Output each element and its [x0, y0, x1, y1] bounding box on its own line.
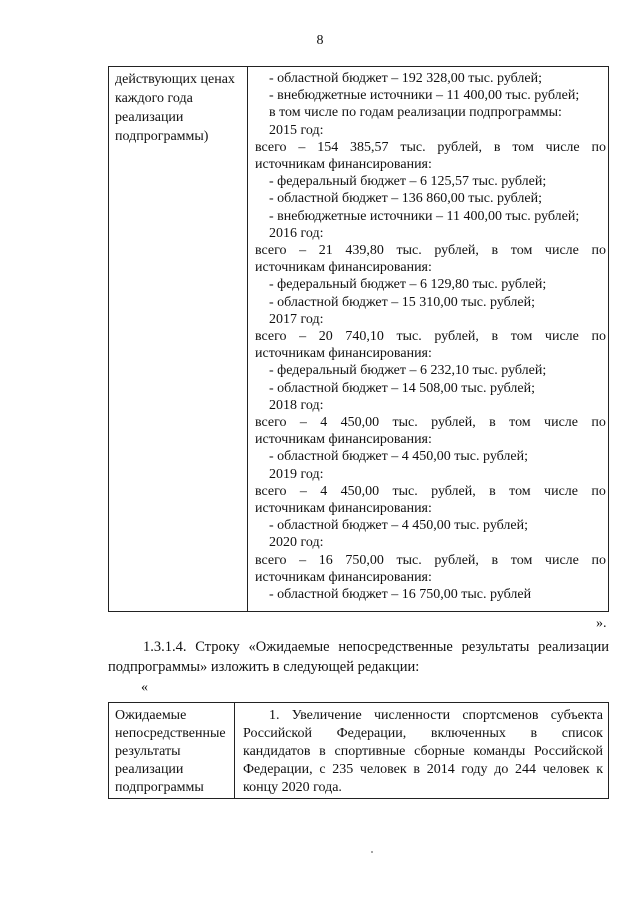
word: 450,00: [340, 483, 380, 499]
word: в: [493, 139, 501, 155]
word: в: [489, 415, 496, 431]
funding-line: источникам финансирования:: [255, 260, 432, 276]
word: спортивные: [334, 744, 406, 759]
funding-line: [255, 242, 606, 259]
funding-line: 2017 год:: [269, 311, 324, 327]
funding-line: - областной бюджет – 15 310,00 тыс. рублей;: [269, 294, 535, 310]
scan-speck: [371, 851, 373, 853]
left-cell-line: реализации: [115, 110, 184, 125]
word: всего: [255, 243, 287, 259]
word: всего: [255, 552, 287, 568]
funding-line: - областной бюджет – 4 450,00 тыс. рублей;: [269, 449, 528, 465]
word: в: [489, 483, 496, 499]
word: числе: [544, 329, 579, 345]
column-divider: [247, 67, 248, 611]
word: всего: [255, 139, 287, 155]
amendment-paragraph: [108, 637, 609, 677]
word: числе: [544, 552, 579, 568]
word: по: [591, 139, 606, 155]
word: в: [413, 762, 421, 777]
word: –: [299, 552, 307, 568]
word: тыс.: [396, 552, 422, 568]
funding-line: - областной бюджет – 4 450,00 тыс. рублей;: [269, 518, 528, 534]
word: Строку: [195, 639, 240, 655]
left-cell-line: каждого года: [115, 91, 193, 106]
funding-line: [255, 483, 606, 500]
word: непосредственные: [338, 639, 453, 655]
word: том: [509, 483, 531, 499]
result-line: [243, 761, 603, 779]
word: 750,00: [345, 552, 384, 568]
word: спортсменов: [462, 708, 539, 723]
funding-line: источникам финансирования:: [255, 346, 432, 362]
left-cell-line: результаты: [115, 744, 181, 759]
word: Федерации,: [243, 762, 313, 777]
word: том: [512, 139, 534, 155]
word: 4: [320, 415, 328, 431]
word: 450,00: [340, 415, 380, 431]
word: тыс.: [392, 483, 418, 499]
word: числе: [545, 139, 580, 155]
word: Федерации,: [336, 726, 407, 741]
funding-line: источникам финансирования:: [255, 432, 432, 448]
left-cell-line: подпрограммы: [115, 780, 204, 795]
paragraph-line-1: [108, 637, 609, 657]
word: –: [299, 415, 307, 431]
word: том: [510, 552, 533, 568]
word: «Ожидаемые: [248, 639, 330, 655]
word: тыс.: [396, 329, 422, 345]
word: году: [461, 762, 488, 777]
result-line: [243, 707, 603, 725]
word: 1.3.1.4.: [143, 639, 187, 655]
word: том: [509, 415, 531, 431]
left-cell-line: подпрограммы): [115, 129, 209, 144]
word: человек: [542, 762, 590, 777]
word: включенных: [430, 726, 506, 741]
funding-line: в том числе по годам реализации подпрограммы:: [269, 105, 562, 121]
funding-table: [108, 66, 609, 612]
word: числе: [544, 415, 578, 431]
funding-line: - внебюджетные источники – 11 400,00 тыс. рублей;: [269, 88, 580, 104]
funding-line: источникам финансирования:: [255, 501, 432, 517]
word: по: [591, 329, 606, 345]
word: по: [591, 415, 606, 431]
word: всего: [255, 415, 287, 431]
word: 235: [332, 762, 354, 777]
word: том: [510, 243, 533, 259]
word: 4: [320, 483, 328, 499]
funding-line: 2018 год:: [269, 397, 324, 413]
word: Увеличение: [291, 708, 362, 723]
funding-line: - областной бюджет – 16 750,00 тыс. рублей: [269, 587, 532, 603]
result-line: [243, 725, 603, 743]
word: тыс.: [400, 139, 426, 155]
word: 439,80: [345, 243, 384, 259]
left-cell-line: реализации: [115, 762, 184, 777]
funding-line: [255, 139, 606, 156]
paragraph-line-2: подпрограммы» изложить в следующей редакции:: [108, 659, 420, 675]
word: результаты: [461, 639, 530, 655]
word: Российской: [533, 744, 603, 759]
funding-line: источникам финансирования:: [255, 157, 432, 173]
word: всего: [255, 483, 287, 499]
word: рублей,: [434, 243, 479, 259]
word: 154: [317, 139, 339, 155]
funding-line: - федеральный бюджет – 6 125,57 тыс. рублей;: [269, 174, 547, 190]
funding-line: - областной бюджет – 192 328,00 тыс. рублей;: [269, 71, 542, 86]
funding-line: 2019 год:: [269, 466, 324, 482]
word: с: [319, 762, 326, 777]
word: 740,10: [345, 329, 384, 345]
results-table: [108, 702, 609, 799]
funding-table-left-cell: [115, 70, 245, 146]
funding-line: - областной бюджет – 14 508,00 тыс. рублей;: [269, 380, 535, 396]
left-cell-line: непосредственные: [115, 726, 226, 741]
funding-line: - областной бюджет – 136 860,00 тыс. рублей;: [269, 191, 542, 207]
word: реализации: [538, 639, 609, 655]
word: –: [298, 139, 306, 155]
word: всего: [255, 329, 287, 345]
left-cell-line: Ожидаемые: [115, 708, 187, 723]
word: сборные: [414, 744, 465, 759]
word: 244: [515, 762, 537, 777]
left-cell-line: действующих ценах: [115, 72, 235, 87]
word: к: [596, 762, 603, 777]
word: 1.: [269, 708, 280, 723]
closing-quote: ».: [596, 616, 607, 631]
word: субъекта: [550, 708, 603, 723]
word: Российской: [243, 726, 312, 741]
result-line: [243, 743, 603, 761]
funding-table-right-cell: [255, 70, 606, 603]
word: рублей,: [431, 415, 476, 431]
word: список: [561, 726, 603, 741]
word: тыс.: [396, 243, 422, 259]
results-table-right-cell: [243, 707, 603, 797]
word: в: [319, 744, 326, 759]
word: 21: [318, 243, 333, 259]
word: том: [510, 329, 533, 345]
word: числе: [544, 243, 579, 259]
word: по: [591, 483, 606, 499]
column-divider: [234, 703, 235, 798]
opening-quote: «: [141, 680, 148, 695]
word: в: [491, 329, 499, 345]
word: по: [591, 243, 606, 259]
word: по: [591, 552, 606, 568]
word: рублей,: [434, 329, 479, 345]
funding-line: источникам финансирования:: [255, 569, 432, 585]
word: рублей,: [434, 552, 479, 568]
result-line: концу 2020 года.: [243, 780, 342, 795]
word: в: [530, 726, 538, 741]
funding-line: 2015 год:: [269, 122, 324, 138]
funding-line: - федеральный бюджет – 6 129,80 тыс. рублей;: [269, 277, 547, 293]
word: –: [299, 329, 307, 345]
word: числе: [544, 483, 578, 499]
word: –: [299, 483, 307, 499]
funding-line: [255, 552, 606, 569]
word: в: [491, 552, 499, 568]
page-number: 8: [316, 33, 324, 48]
funding-line: - федеральный бюджет – 6 232,10 тыс. рублей;: [269, 363, 547, 379]
results-table-left-cell: [115, 707, 233, 797]
word: рублей,: [431, 483, 476, 499]
word: 20: [318, 329, 333, 345]
funding-line: [255, 328, 606, 345]
word: в: [491, 243, 499, 259]
funding-line: 2020 год:: [269, 535, 324, 551]
word: 2014: [426, 762, 455, 777]
word: 385,57: [350, 139, 389, 155]
word: тыс.: [392, 415, 418, 431]
funding-line: 2016 год:: [269, 225, 324, 241]
word: численности: [373, 708, 451, 723]
word: до: [494, 762, 509, 777]
word: рублей,: [437, 139, 483, 155]
word: человек: [359, 762, 407, 777]
word: 16: [318, 552, 333, 568]
word: команды: [473, 744, 526, 759]
funding-line: - внебюджетные источники – 11 400,00 тыс. рублей;: [269, 208, 580, 224]
funding-line: [255, 414, 606, 431]
word: кандидатов: [243, 744, 311, 759]
word: –: [299, 243, 307, 259]
